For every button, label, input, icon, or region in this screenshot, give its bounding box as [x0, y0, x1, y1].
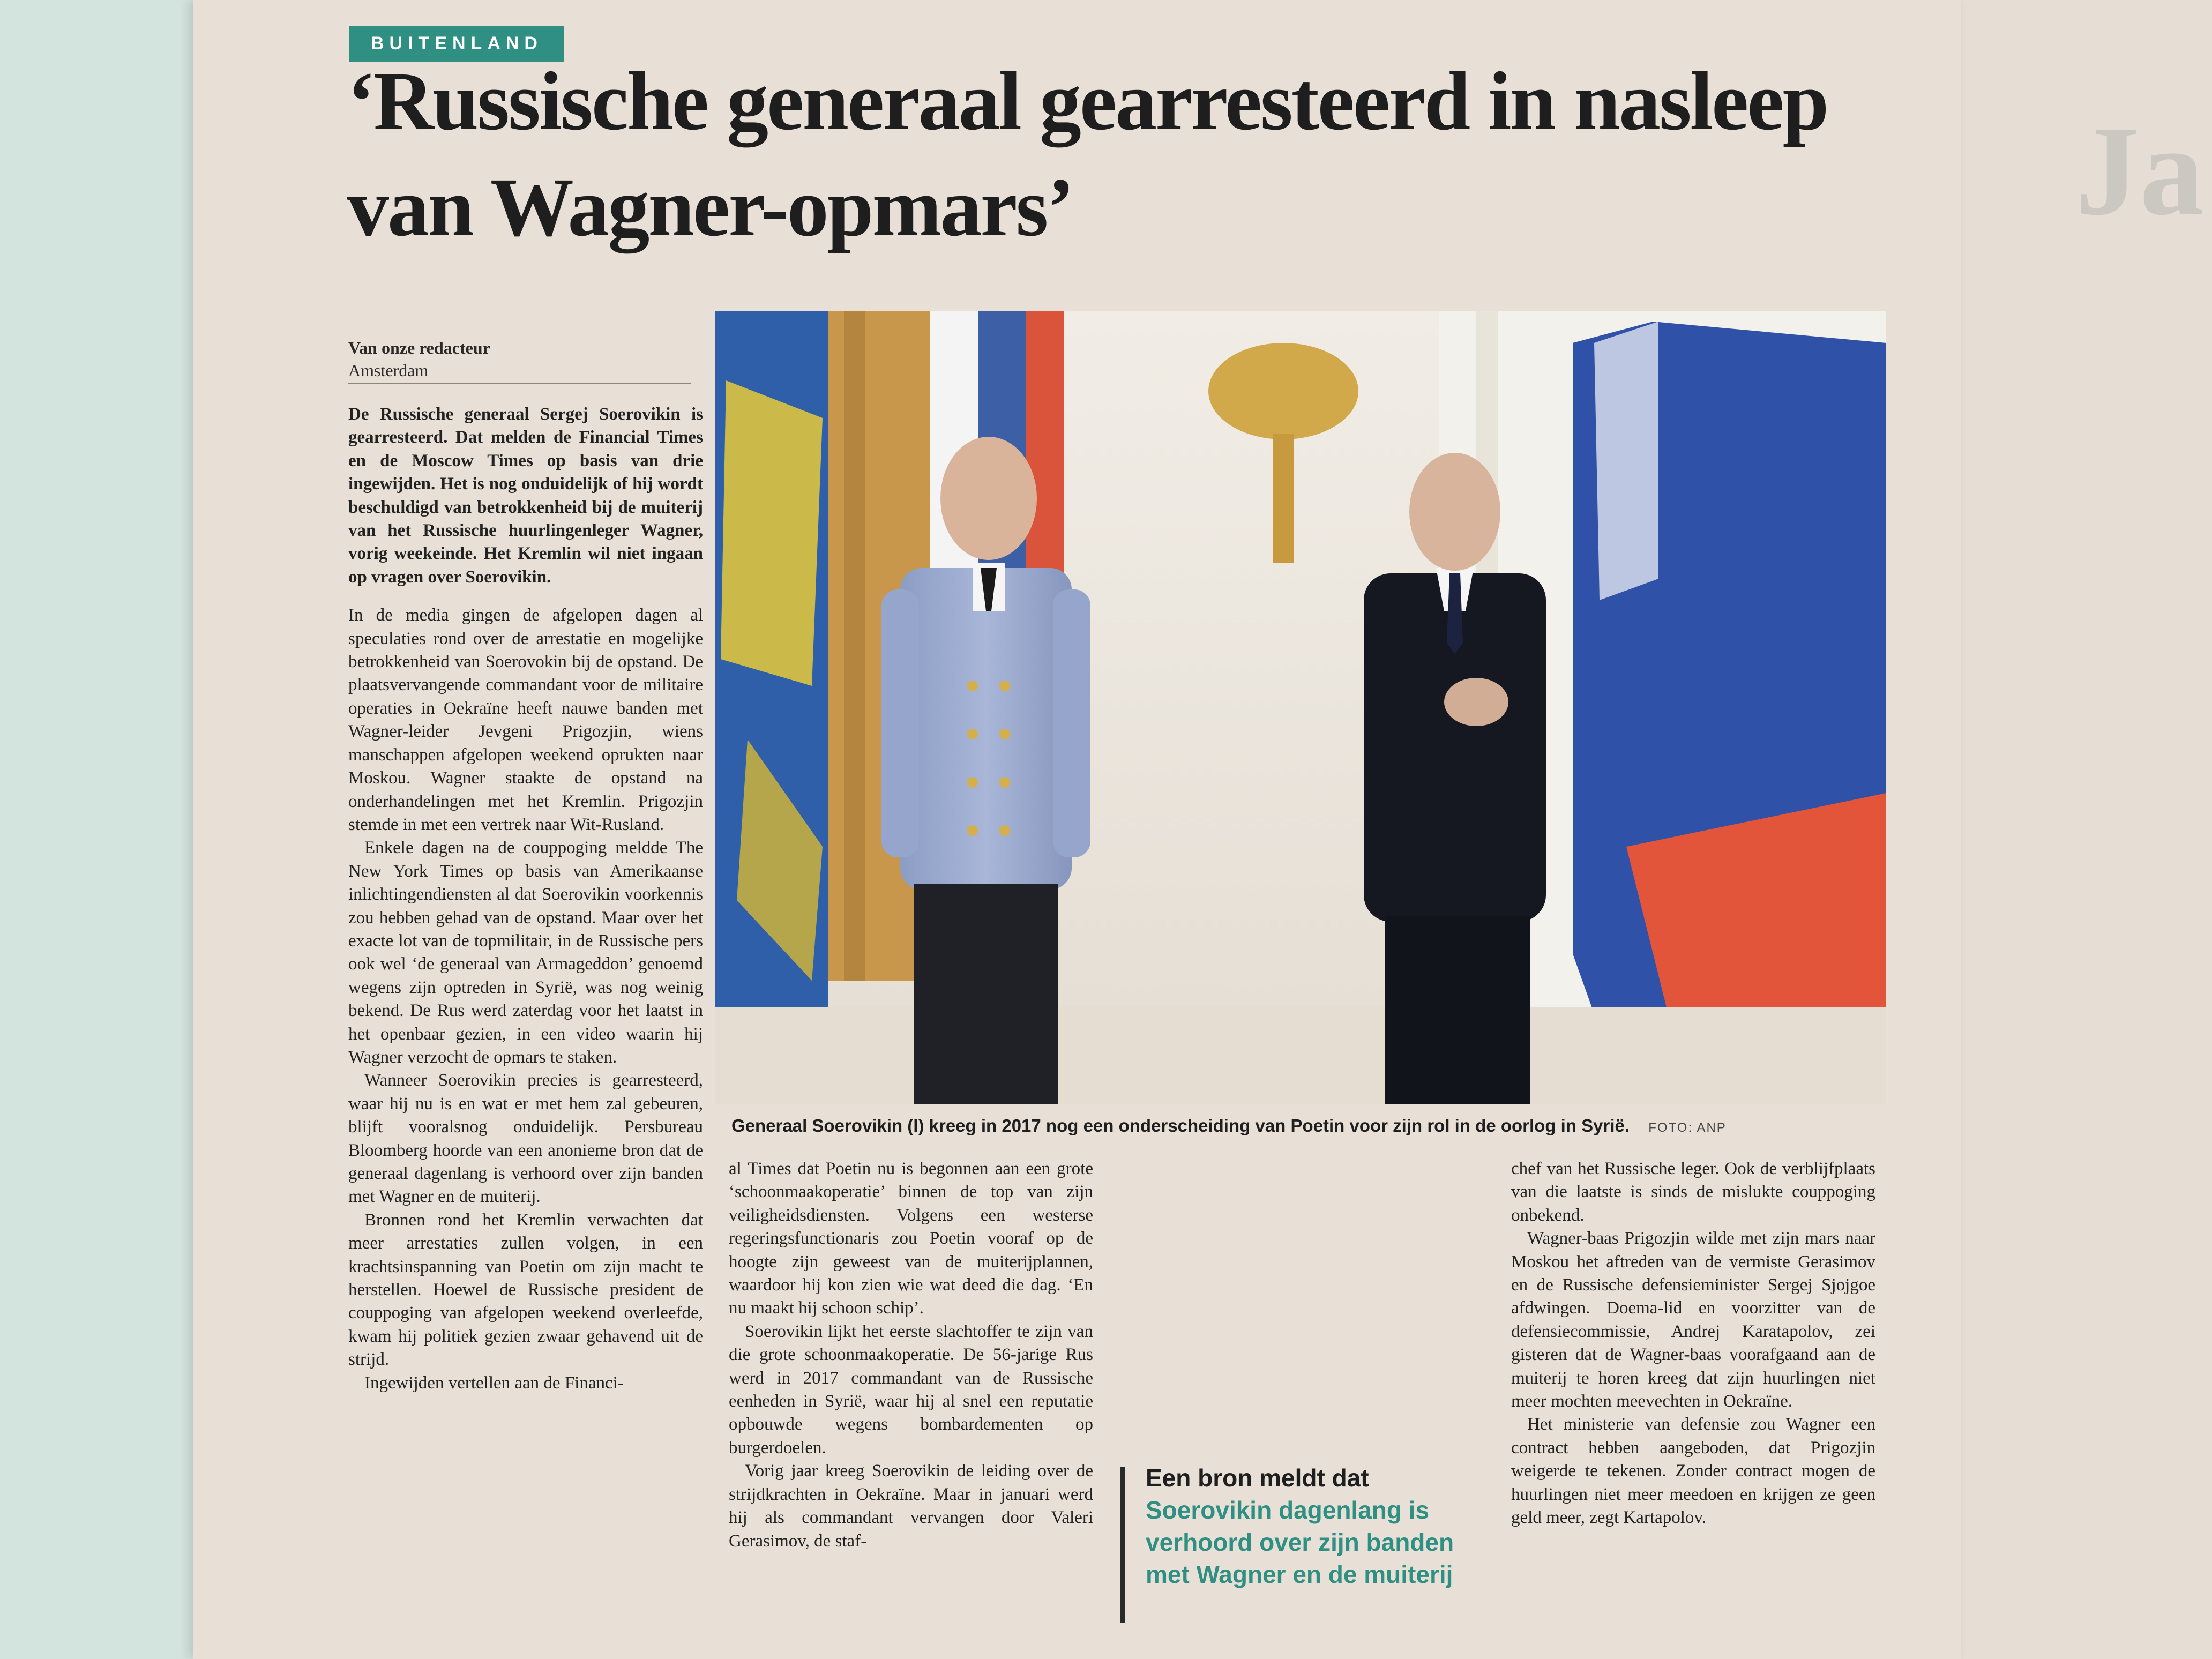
pullquote-line-1: Een bron meldt dat: [1146, 1464, 1369, 1492]
paragraph: Wanneer Soerovikin precies is gearresteerd, waar hij nu is en wat er met hem zal gebeuren, blijft vooralsnog onduidelijk. Persbureau Bloomberg hoorde van een anonieme bron dat de generaal dagenlang is verhoord over zijn banden met Wagner en de muiterij.: [348, 1071, 703, 1207]
photo-credit: FOTO: ANP: [1648, 1120, 1727, 1135]
pullquote: [1146, 1462, 1489, 1590]
background-left: [0, 0, 198, 1659]
paragraph: Bronnen rond het Kremlin verwachten dat meer arrestaties zullen volgen, in een krachtsinspanning van Poetin om zijn macht te herstellen. Hoewel de Russische president de couppoging van afgelopen weekend overleefde, kwam hij politiek gezien zwaar gehavend uit de strijd.: [348, 1210, 703, 1370]
paragraph: Wagner-baas Prigozjin wilde met zijn mars naar Moskou het aftreden van de vermiste Gerasimov en de Russische defensieminister Sergej Sjojgoe afdwingen. Doema-lid en voorzitter van de defensiecommissie, Andrej Karatapolov, zei gisteren dat de Wagner-baas voorafgaand aan de muiterij te horen kreeg dat zijn huurlingen niet meer mochten meevechten in Oekraïne.: [1511, 1229, 1875, 1411]
paragraph: Enkele dagen na de couppoging meldde The New York Times op basis van Amerikaanse inlichtingendiensten al dat Soerovikin voorkennis zou hebben gehad van de opstand. Maar over het exacte lot van de topmilitair, in de Russische pers ook wel ‘de generaal van Armageddon’ genoemd wegens zijn optreden in Syrië, was nog weinig bekend. De Rus werd zaterdag voor het laatst in het openbaar gezien, in een video waarin hij Wagner verzocht de opmars te staken.: [348, 838, 703, 1067]
paragraph: In de media gingen de afgelopen dagen al speculaties rond over de arrestatie en mogelijke betrokkenheid van Soerovokin bij de opstand. De plaatsvervangende commandant voor de militaire operaties in Oekraïne heeft nauwe banden met Wagner-leider Jevgeni Prigozjin, wiens manschappen afgelopen weekend oprukten naar Moskou. Wagner staakte de opstand na onderhandelingen met het Kremlin. Prigozjin stemde in met een vertrek naar Wit-Rusland.: [348, 606, 703, 834]
article-column-2: [729, 1157, 1093, 1553]
adjacent-page: [1951, 0, 2212, 1659]
photo-illustration: [715, 311, 1886, 1104]
headline: ‘Russische generaal gearresteerd in nasleep van Wagner-opmars’: [347, 55, 1828, 253]
newspaper-page: [193, 0, 1961, 1659]
article-photo: [715, 311, 1886, 1104]
byline-place: Amsterdam: [348, 361, 429, 380]
bleed-through-text: Ja: [2075, 99, 2204, 242]
paragraph: Vorig jaar kreeg Soerovikin de leiding over de strijdkrachten in Oekraïne. Maar in januari werd hij als commandant vervangen door Valeri Gerasimov, de staf-: [729, 1461, 1093, 1551]
paragraph: Soerovikin lijkt het eerste slachtoffer te zijn van die grote schoonmaakoperatie. De 56-jarige Rus werd in 2017 commandant van de Russische eenheden in Syrië, waar hij al snel een reputatie opbouwde wegens bombardementen op burgerdoelen.: [729, 1321, 1093, 1458]
byline-divider: [348, 383, 691, 384]
byline-author: Van onze redacteur: [348, 338, 490, 357]
article-column-3: [1511, 1157, 1875, 1530]
caption-text: Generaal Soerovikin (l) kreeg in 2017 nog een onderscheiding van Poetin voor zijn rol in de oorlog in Syrië.: [731, 1116, 1630, 1135]
article-column-1: [348, 403, 703, 1395]
byline: [348, 337, 490, 382]
pullquote-bar: [1120, 1467, 1125, 1623]
paragraph: al Times dat Poetin nu is begonnen aan een grote ‘schoonmaakoperatie’ binnen de top van zijn veiligheidsdiensten. Volgens een westerse regeringsfunctionaris zou Poetin vooraf op de hoogte zijn geweest van de muiterijplannen, waardoor hij kon zien wie wat deed die dag. ‘En nu maakt hij schoon schip’.: [729, 1159, 1093, 1318]
photo-caption: [731, 1116, 1884, 1136]
lead-paragraph: De Russische generaal Sergej Soerovikin is gearresteerd. Dat melden de Financial Times en de Moscow Times op basis van drie ingewijden. Het is nog onduidelijk of hij wordt beschuldigd van betrokkenheid bij de muiterij van het Russische huurlingenleger Wagner, vorig weekeinde. Het Kremlin wil niet ingaan op vragen over Soerovikin.: [348, 405, 703, 587]
paragraph: Ingewijden vertellen aan de Financi-: [364, 1373, 624, 1393]
section-tag: BUITENLAND: [349, 26, 564, 62]
pullquote-line-2: Soerovikin dagenlang is verhoord over zijn banden met Wagner en de muiterij: [1146, 1496, 1454, 1588]
paragraph: chef van het Russische leger. Ook de verblijfplaats van die laatste is sinds de mislukte couppoging onbekend.: [1511, 1159, 1875, 1225]
paragraph: Het ministerie van defensie zou Wagner een contract hebben aangeboden, dat Prigozjin weigerde te tekenen. Zonder contract mogen de huurlingen niet meer meedoen en krijgen ze geen geld meer, zegt Kartapolov.: [1511, 1415, 1875, 1528]
